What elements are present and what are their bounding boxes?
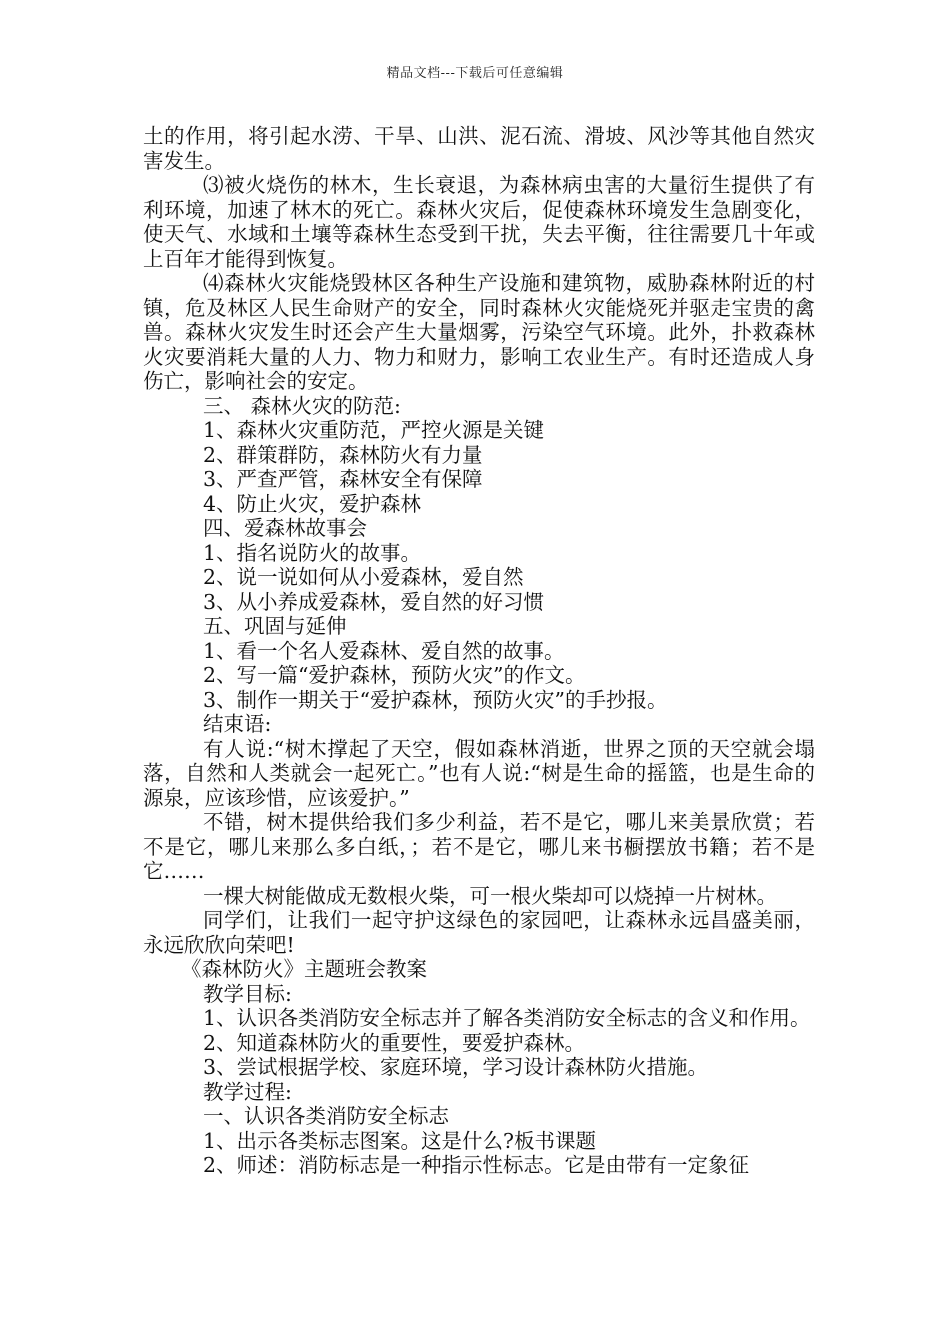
list-item: 3、制作一期关于“爱护森林，预防火灾”的手抄报。 [203, 687, 668, 712]
process-heading: 教学过程: [203, 1079, 292, 1104]
list-item: 1、指名说防火的故事。 [203, 540, 422, 565]
paragraph-2: ⑶被火烧伤的林木，生长衰退，为森林病虫害的大量衍生提供了有利环境，加速了林木的死亡。森林火灾后，促使森林环境发生急剧变化，使天气、水域和土壤等森林生态受到干扰，失去平衡，往往需要几十年或上百年才能得到恢复。 [143, 173, 815, 271]
list-item: 2、说一说如何从小爱森林，爱自然 [203, 565, 524, 589]
list-item: 4、防止火灾，爱护森林 [203, 491, 422, 516]
paragraph-3: ⑷森林火灾能烧毁林区各种生产设施和建筑物，威胁森林附近的村镇，危及林区人民生命财产的安全，同时森林火灾能烧死并驱走宝贵的禽兽。森林火灾发生时还会产生大量烟雾，污染空气环境。此外，扑救森林火灾要消耗大量的人力、物力和财力，影响工农业生产。有时还造成人身伤亡，影响社会的安定。 [143, 271, 815, 393]
section-heading-1: 一、认识各类消防安全标志 [203, 1104, 449, 1128]
paragraph-match: 一棵大树能做成无数根火柴，可一根火柴却可以烧掉一片树林。 [203, 883, 777, 908]
list-item: 2、群策群防，森林防火有力量 [203, 442, 483, 467]
document-body [143, 124, 815, 1178]
list-item: 3、尝试根据学校、家庭环境，学习设计森林防火措施。 [203, 1055, 709, 1079]
list-item: 2、师述：消防标志是一种指示性标志。它是由带有一定象征 [203, 1153, 750, 1177]
list-item: 2、知道森林防火的重要性，要爱护森林。 [203, 1030, 586, 1055]
closing-heading: 结束语: [203, 712, 272, 736]
list-item: 2、写一篇“爱护森林，预防火灾”的作文。 [203, 663, 586, 687]
paragraph-1: 土的作用，将引起水涝、干旱、山洪、泥石流、滑坡、风沙等其他自然灾害发生。 [143, 124, 815, 173]
lesson-plan-title: 《森林防火》主题班会教案 [181, 957, 427, 981]
section-heading-4: 四、爱森林故事会 [203, 516, 367, 540]
objectives-heading: 教学目标: [203, 981, 292, 1006]
paragraph-quote: 有人说:“树木撑起了天空，假如森林消逝，世界之顶的天空就会塌落，自然和人类就会一起死亡。”也有人说:“树是生命的摇篮，也是生命的源泉，应该珍惜，应该爱护。” [143, 736, 815, 810]
list-item: 3、严查严管，森林安全有保障 [203, 467, 483, 491]
list-item: 1、认识各类消防安全标志并了解各类消防安全标志的含义和作用。 [203, 1006, 811, 1030]
section-heading-3: 三、 森林火灾的防范: [203, 393, 401, 418]
list-item: 1、森林火灾重防范，严控火源是关键 [203, 418, 545, 442]
page-header: 精品文档---下载后可任意编辑 [386, 66, 564, 81]
section-heading-5: 五、巩固与延伸 [203, 614, 347, 638]
list-item: 3、从小养成爱森林，爱自然的好习惯 [203, 589, 545, 614]
paragraph-benefits: 不错，树木提供给我们多少利益，若不是它，哪儿来美景欣赏；若不是它，哪儿来那么多白纸，；若不是它，哪儿来书橱摆放书籍；若不是它…… [143, 810, 815, 883]
paragraph-call-to-action: 同学们，让我们一起守护这绿色的家园吧，让森林永远昌盛美丽，永远欣欣向荣吧! [143, 908, 815, 957]
list-item: 1、看一个名人爱森林、爱自然的故事。 [203, 638, 565, 663]
list-item: 1、出示各类标志图案。这是什么?板书课题 [203, 1128, 597, 1153]
